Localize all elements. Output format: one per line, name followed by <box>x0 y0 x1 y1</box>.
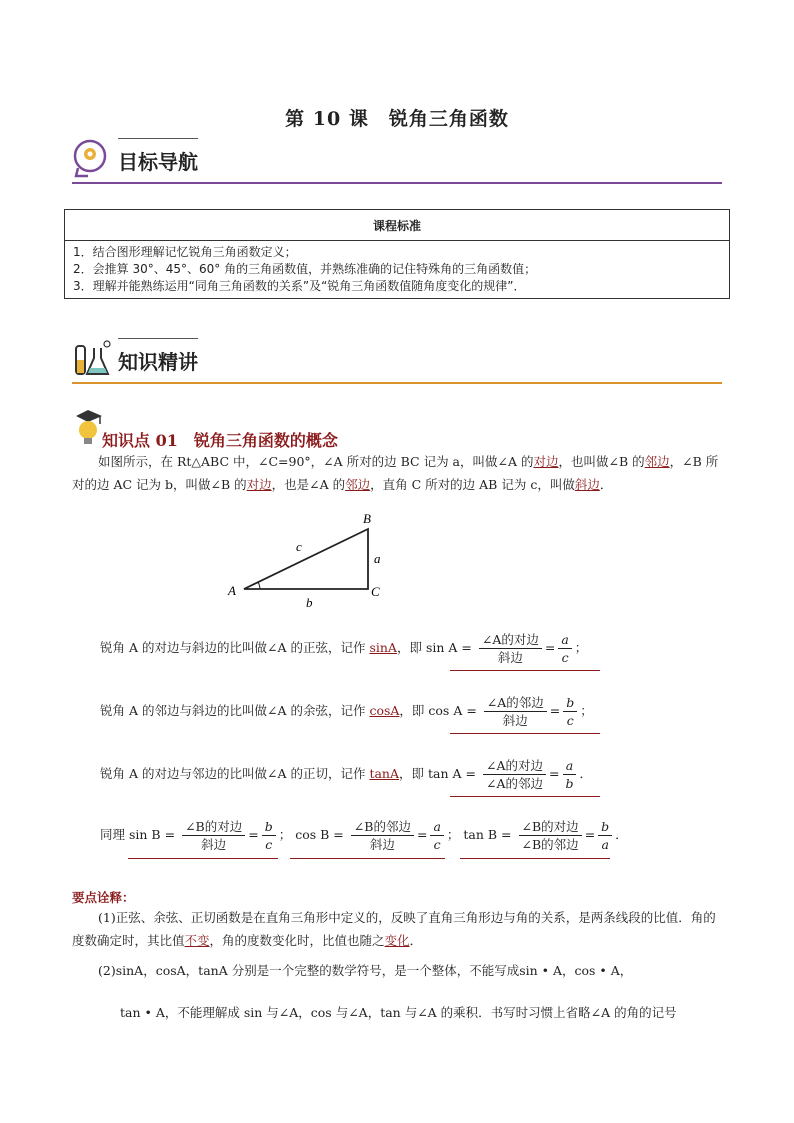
numerator: ∠B的对边 <box>182 818 245 836</box>
section-header-goals <box>72 138 722 184</box>
fraction <box>430 818 443 853</box>
denominator: c <box>561 650 569 665</box>
numerator: b <box>598 818 612 836</box>
fraction <box>558 631 571 666</box>
text: ，∠B 所对的边 AC 记为 b，叫做∠B 的 <box>72 454 719 492</box>
side-c-label: c <box>296 539 302 554</box>
formula-lhs: cos A = <box>428 703 477 718</box>
right-triangle-figure <box>220 505 400 615</box>
blank-answer: 斜边 <box>574 477 600 492</box>
section-header-knowledge <box>72 338 722 384</box>
blank-answer: 变化 <box>384 933 410 948</box>
section-topline <box>118 138 198 139</box>
formula-lhs: tan B = <box>463 827 512 842</box>
list-item: 1．结合图形理解记忆锐角三角函数定义； <box>73 245 297 259</box>
denominator: 斜边 <box>369 837 395 852</box>
denominator: c <box>566 713 574 728</box>
section-topline <box>118 338 198 339</box>
formula-lhs: cos B = <box>295 827 344 842</box>
side-a-label: a <box>374 551 381 566</box>
numerator: b <box>563 694 577 712</box>
numerator: a <box>558 631 571 649</box>
denominator: a <box>601 837 609 852</box>
text: ，即 <box>399 766 425 781</box>
text: (2)sinA，cosA，tanA 分别是一个完整的数学符号，是一个整体，不能写成 <box>98 963 520 978</box>
note-2 <box>72 959 722 982</box>
lab-flask-icon <box>72 338 112 378</box>
text: ． <box>409 933 423 948</box>
course-standards-table <box>64 209 730 299</box>
text: sin • A，cos • A， <box>519 963 633 978</box>
text: tan • A <box>120 1005 165 1020</box>
formula-lhs: sin A = <box>425 640 472 655</box>
list-item: 3．理解并能熟练运用“同角三角函数的关系”及“锐角三角函数值随角度变化的规律”． <box>73 279 526 293</box>
vertex-a-label: A <box>228 583 236 598</box>
fraction <box>519 818 582 853</box>
text: ，也是∠A 的 <box>271 477 346 492</box>
denominator: 斜边 <box>497 650 523 665</box>
denominator: 斜边 <box>502 713 528 728</box>
text: ； <box>278 827 292 842</box>
numerator: ∠B的对边 <box>519 818 582 836</box>
formula-lhs: tan A = <box>428 766 476 781</box>
graduate-bulb-icon <box>74 408 104 448</box>
fraction <box>182 818 245 853</box>
section-label: 知识精讲 <box>118 350 198 374</box>
blank-answer: 邻边 <box>345 477 371 492</box>
denominator: ∠B的邻边 <box>521 837 579 852</box>
answer-underline <box>450 670 600 671</box>
note-1 <box>72 906 722 952</box>
text: ，即 <box>399 703 425 718</box>
fraction <box>262 818 276 853</box>
text: (1)正弦、余弦、正切函数是在直角三角形中定义的，反映了直角三角形边与角的关系，是两条线段的比值．角的度数确定时，其比值 <box>72 910 716 948</box>
text: ． <box>615 827 628 842</box>
answer-underline <box>450 733 600 734</box>
blank-answer: 邻边 <box>644 454 670 469</box>
side-b-label: b <box>306 595 313 610</box>
numerator: ∠B的邻边 <box>351 818 414 836</box>
text: ； <box>446 827 460 842</box>
fraction <box>351 818 414 853</box>
list-item: 2．会推算 30°、45°、60° 角的三角函数值，并熟练准确的记住特殊角的三角函数值； <box>73 262 537 276</box>
triangle-shape <box>244 529 368 589</box>
fraction <box>562 757 576 792</box>
numerator: b <box>262 818 276 836</box>
answer-underline <box>460 858 610 859</box>
fraction <box>479 631 542 666</box>
fraction <box>484 694 547 729</box>
standards-list <box>65 241 730 299</box>
note-2-cont <box>120 1001 730 1024</box>
text: ，不能理解成 sin 与∠A，cos 与∠A，tan 与∠A 的乘积．书写时习惯上省略∠A 的角的记号 <box>164 1005 677 1020</box>
numerator: ∠A的对边 <box>483 757 546 775</box>
denominator: 斜边 <box>201 837 227 852</box>
text: ； <box>580 703 593 718</box>
text: 锐角 A 的对边与邻边的比叫做∠A 的正切，记作 <box>100 766 366 781</box>
text: ，角的度数变化时，比值也随之 <box>209 933 385 948</box>
sine-definition: 锐角 A 的对边与斜边的比叫做∠A 的正弦，记作 sinA，即 sin A = $\frac{\text{∠A的对边}}{\text{斜边}}$ = $\frac{a}{c}$ ； <box>100 632 588 665</box>
denominator: b <box>565 776 574 791</box>
text: ，也叫做∠B 的 <box>558 454 645 469</box>
fraction <box>483 757 546 792</box>
knowledge-point-title: 知识点 01 锐角三角函数的概念 <box>102 431 338 450</box>
blank-answer: 不变 <box>184 933 210 948</box>
answer-underline <box>290 858 445 859</box>
notes-title: 要点诠释： <box>72 890 135 905</box>
numerator: a <box>563 757 576 775</box>
fraction <box>563 694 577 729</box>
text: 锐角 A 的对边与斜边的比叫做∠A 的正弦，记作 <box>100 640 366 655</box>
text: ，直角 C 所对的边 AB 记为 c，叫做 <box>370 477 575 492</box>
table-header: 课程标准 <box>65 210 730 241</box>
blank-answer: 对边 <box>246 477 272 492</box>
denominator: c <box>265 837 273 852</box>
angle-b-formulas: 同理 sin B = $\frac{\text{∠B的对边}}{\text{斜边}}$ = $\frac{b}{c}$ ； cos B = $\frac{\text{∠B的邻边}}{\text{斜边}}$ = $\frac{a}{c}$ ； tan B = $\frac{\text{∠B的对边}}{\text{∠B的邻边}}$ = $\frac{b}{a}$ ． <box>100 819 628 852</box>
cosine-definition: 锐角 A 的邻边与斜边的比叫做∠A 的余弦，记作 cosA，即 cos A = $\frac{\text{∠A的邻边}}{\text{斜边}}$ = $\frac{b}{c}$ ； <box>100 695 593 728</box>
text: ，即 <box>396 640 422 655</box>
fraction <box>598 818 612 853</box>
text: ； <box>574 640 588 655</box>
head-brain-icon <box>72 138 112 178</box>
angle-arc <box>258 582 260 589</box>
numerator: ∠A的邻边 <box>484 694 547 712</box>
tangent-definition: 锐角 A 的对边与邻边的比叫做∠A 的正切，记作 tanA，即 tan A = $\frac{\text{∠A的对边}}{\text{∠A的邻边}}$ = $\frac{a}{b}$ ． <box>100 758 592 791</box>
text: ． <box>599 477 613 492</box>
numerator: ∠A的对边 <box>479 631 542 649</box>
vertex-b-label: B <box>363 511 371 526</box>
term: tanA <box>369 766 399 781</box>
numerator: a <box>430 818 443 836</box>
text: 同理 <box>100 827 126 842</box>
page-title: 第 10 课 锐角三角函数 <box>285 108 509 130</box>
text: 如图所示，在 Rt△ABC 中，∠C=90°，∠A 所对的边 BC 记为 a，叫做∠A 的 <box>98 454 534 469</box>
answer-underline <box>128 858 278 859</box>
denominator: ∠A的邻边 <box>485 776 543 791</box>
section-label: 目标导航 <box>118 150 198 174</box>
intro-paragraph <box>72 450 722 496</box>
term: cosA <box>369 703 400 718</box>
formula-lhs: sin B = <box>129 827 176 842</box>
knowledge-point-header <box>74 408 474 448</box>
blank-answer: 对边 <box>533 454 559 469</box>
denominator: c <box>433 837 441 852</box>
vertex-c-label: C <box>371 584 380 599</box>
text: 锐角 A 的邻边与斜边的比叫做∠A 的余弦，记作 <box>100 703 366 718</box>
answer-underline <box>450 796 600 797</box>
text: ． <box>579 766 592 781</box>
term: sinA <box>369 640 397 655</box>
